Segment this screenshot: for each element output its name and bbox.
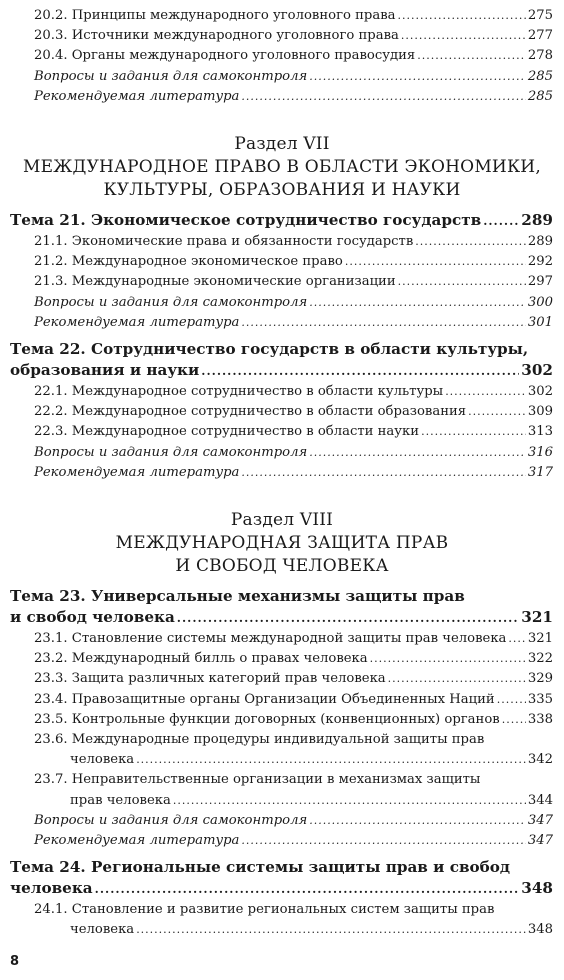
dot-leader — [417, 46, 526, 66]
dot-leader — [136, 920, 526, 940]
dot-leader — [241, 831, 525, 851]
entry-title: и свобод человека — [10, 608, 175, 626]
toc-subsection-link[interactable] — [0, 669, 564, 689]
section-title-line: МЕЖДУНАРОДНОЕ ПРАВО В ОБЛАСТИ ЭКОНОМИКИ, — [23, 157, 541, 177]
toc-subsection-link[interactable] — [0, 690, 564, 710]
toc-subsection-link[interactable] — [0, 649, 564, 669]
entry-page-number: 348 — [521, 879, 553, 898]
entry-title: Рекомендуемая литература — [34, 464, 240, 480]
toc-subsection-link[interactable] — [0, 272, 564, 292]
dot-leader — [468, 402, 526, 422]
dot-leader — [309, 67, 526, 87]
theme-title-line: Тема 22. Сотрудничество государств в области культуры, — [10, 340, 529, 358]
dot-leader — [309, 293, 526, 313]
entry-title: образования и науки — [10, 361, 200, 379]
toc-subsection-link[interactable] — [0, 750, 564, 770]
entry-page-number: 321 — [527, 631, 553, 646]
dot-leader — [502, 710, 526, 730]
theme-title-line: Тема 23. Универсальные механизмы защиты прав — [10, 587, 465, 605]
entry-page-number: 342 — [527, 752, 553, 768]
entry-page-number: 300 — [527, 294, 553, 310]
entry-page-number: 338 — [527, 711, 553, 727]
entry-title: Вопросы и задания для самоконтроля — [34, 68, 308, 84]
toc-extra-link[interactable] — [0, 313, 564, 333]
entry-title: Рекомендуемая литература — [34, 314, 240, 330]
toc-theme-link[interactable] — [0, 607, 564, 627]
dot-leader — [508, 629, 525, 649]
dot-leader — [173, 791, 526, 811]
entry-page-number: 289 — [521, 211, 553, 229]
entry-title: 21.3. Международные экономические организации — [34, 274, 396, 290]
toc-subsection-link[interactable] — [0, 710, 564, 730]
entry-title: 21.2. Международное экономическое право — [34, 254, 343, 270]
entry-page-number: 301 — [527, 314, 553, 330]
toc-extra-link[interactable] — [0, 293, 564, 313]
toc-subsection-link[interactable] — [0, 791, 564, 811]
toc-extra-link[interactable] — [0, 67, 564, 87]
section-title-line: КУЛЬТУРЫ, ОБРАЗОВАНИЯ И НАУКИ — [103, 180, 461, 200]
dot-leader — [398, 272, 526, 292]
toc-theme-link[interactable] — [0, 210, 564, 230]
dot-leader — [201, 361, 519, 381]
toc-subsection-link[interactable] — [0, 422, 564, 442]
entry-page-number: 344 — [527, 792, 553, 808]
entry-page-number: 302 — [521, 361, 553, 379]
dot-leader — [401, 26, 526, 46]
toc-subsection-link[interactable] — [0, 252, 564, 272]
entry-title: Рекомендуемая литература — [34, 833, 240, 848]
entry-title: 22.1. Международное сотрудничество в области культуры — [34, 384, 444, 399]
dot-leader — [415, 232, 526, 252]
entry-title: 23.4. Правозащитные органы Организации Объединенных Наций — [34, 691, 495, 707]
theme-title-line: Тема 24. Региональные системы защиты прав и свобод — [10, 858, 511, 877]
entry-page-number: 329 — [527, 671, 553, 687]
toc-subsection-link[interactable] — [0, 46, 564, 66]
dot-leader — [445, 382, 526, 402]
entry-title: 23.1. Становление системы международной защиты прав человека — [34, 631, 507, 646]
dot-leader — [398, 6, 526, 26]
toc-subsection-link[interactable] — [0, 402, 564, 422]
entry-page-number: 309 — [527, 404, 553, 420]
entry-page-number: 289 — [527, 234, 553, 249]
entry-title-line: 23.6. Международные процедуры индивидуальной защиты прав — [34, 732, 485, 747]
toc-theme-link[interactable] — [0, 878, 564, 898]
entry-title: 20.2. Принципы международного уголовного права — [34, 8, 396, 23]
toc-subsection-link[interactable] — [0, 232, 564, 252]
entry-title: Рекомендуемая литература — [34, 88, 240, 104]
dot-leader — [388, 669, 526, 689]
entry-page-number: 316 — [527, 444, 553, 460]
entry-title: 20.3. Источники международного уголовного права — [34, 28, 399, 44]
section-label: Раздел VIII — [230, 510, 334, 530]
entry-title: 20.4. Органы международного уголовного правосудия — [34, 48, 416, 64]
entry-title: прав человека — [70, 792, 171, 808]
entry-page-number: 317 — [527, 464, 553, 480]
entry-title: Вопросы и задания для самоконтроля — [34, 444, 308, 460]
section-label: Раздел VII — [234, 134, 330, 154]
toc-extra-link[interactable] — [0, 463, 564, 483]
entry-page-number: 285 — [527, 68, 553, 84]
dot-leader — [345, 252, 526, 272]
entry-page-number: 275 — [527, 8, 553, 23]
entry-title: человека — [10, 879, 93, 898]
entry-title: человека — [70, 752, 135, 768]
toc-subsection-link[interactable] — [0, 6, 564, 26]
entry-title: Вопросы и задания для самоконтроля — [34, 812, 308, 828]
entry-title: 22.2. Международное сотрудничество в области образования — [34, 404, 467, 420]
section-title-line: МЕЖДУНАРОДНАЯ ЗАЩИТА ПРАВ — [115, 533, 449, 553]
toc-subsection-link[interactable] — [0, 629, 564, 649]
entry-title: 23.3. Защита различных категорий прав человека — [34, 671, 386, 687]
entry-page-number: 347 — [527, 812, 553, 828]
entry-page-number: 285 — [527, 88, 553, 104]
dot-leader — [241, 87, 525, 107]
dot-leader — [241, 463, 525, 483]
entry-page-number: 277 — [527, 28, 553, 44]
dot-leader — [177, 608, 520, 628]
entry-title: человека — [70, 922, 135, 938]
entry-page-number: 302 — [527, 384, 553, 399]
dot-leader — [241, 313, 525, 333]
dot-leader — [95, 879, 520, 899]
dot-leader — [497, 690, 526, 710]
entry-page-number: 321 — [521, 608, 553, 626]
entry-title: 22.3. Международное сотрудничество в области науки — [34, 424, 420, 440]
dot-leader — [309, 811, 526, 831]
toc-extra-link[interactable] — [0, 831, 564, 851]
entry-page-number: 347 — [527, 833, 553, 848]
entry-page-number: 297 — [527, 274, 553, 290]
entry-title-line: 23.7. Неправительственные организации в механизмах защиты — [34, 772, 481, 788]
entry-title: 21.1. Экономические права и обязанности государств — [34, 234, 414, 249]
entry-title: 23.2. Международный билль о правах человека — [34, 651, 368, 667]
toc-theme-link[interactable] — [0, 360, 564, 380]
toc-subsection-link[interactable] — [0, 26, 564, 46]
dot-leader — [421, 422, 526, 442]
entry-page-number: 278 — [527, 48, 553, 64]
entry-title-line: 24.1. Становление и развитие региональных систем защиты прав — [34, 902, 495, 918]
toc-subsection-link[interactable] — [0, 920, 564, 940]
page-number: 8 — [10, 954, 20, 969]
entry-page-number: 348 — [527, 922, 553, 938]
entry-page-number: 292 — [527, 254, 553, 270]
toc-extra-link[interactable] — [0, 87, 564, 107]
toc-extra-link[interactable] — [0, 811, 564, 831]
entry-title: Тема 21. Экономическое сотрудничество государств — [10, 211, 482, 229]
dot-leader — [136, 750, 526, 770]
toc-extra-link[interactable] — [0, 443, 564, 463]
entry-title: 23.5. Контрольные функции договорных (конвенционных) органов — [34, 711, 500, 727]
entry-page-number: 322 — [527, 651, 553, 667]
entry-page-number: 335 — [527, 691, 553, 707]
entry-title: Вопросы и задания для самоконтроля — [34, 294, 308, 310]
dot-leader — [483, 211, 519, 231]
dot-leader — [370, 649, 526, 669]
entry-page-number: 313 — [527, 424, 553, 440]
section-title-line: И СВОБОД ЧЕЛОВЕКА — [175, 556, 389, 576]
dot-leader — [309, 443, 526, 463]
toc-subsection-link[interactable] — [0, 382, 564, 402]
